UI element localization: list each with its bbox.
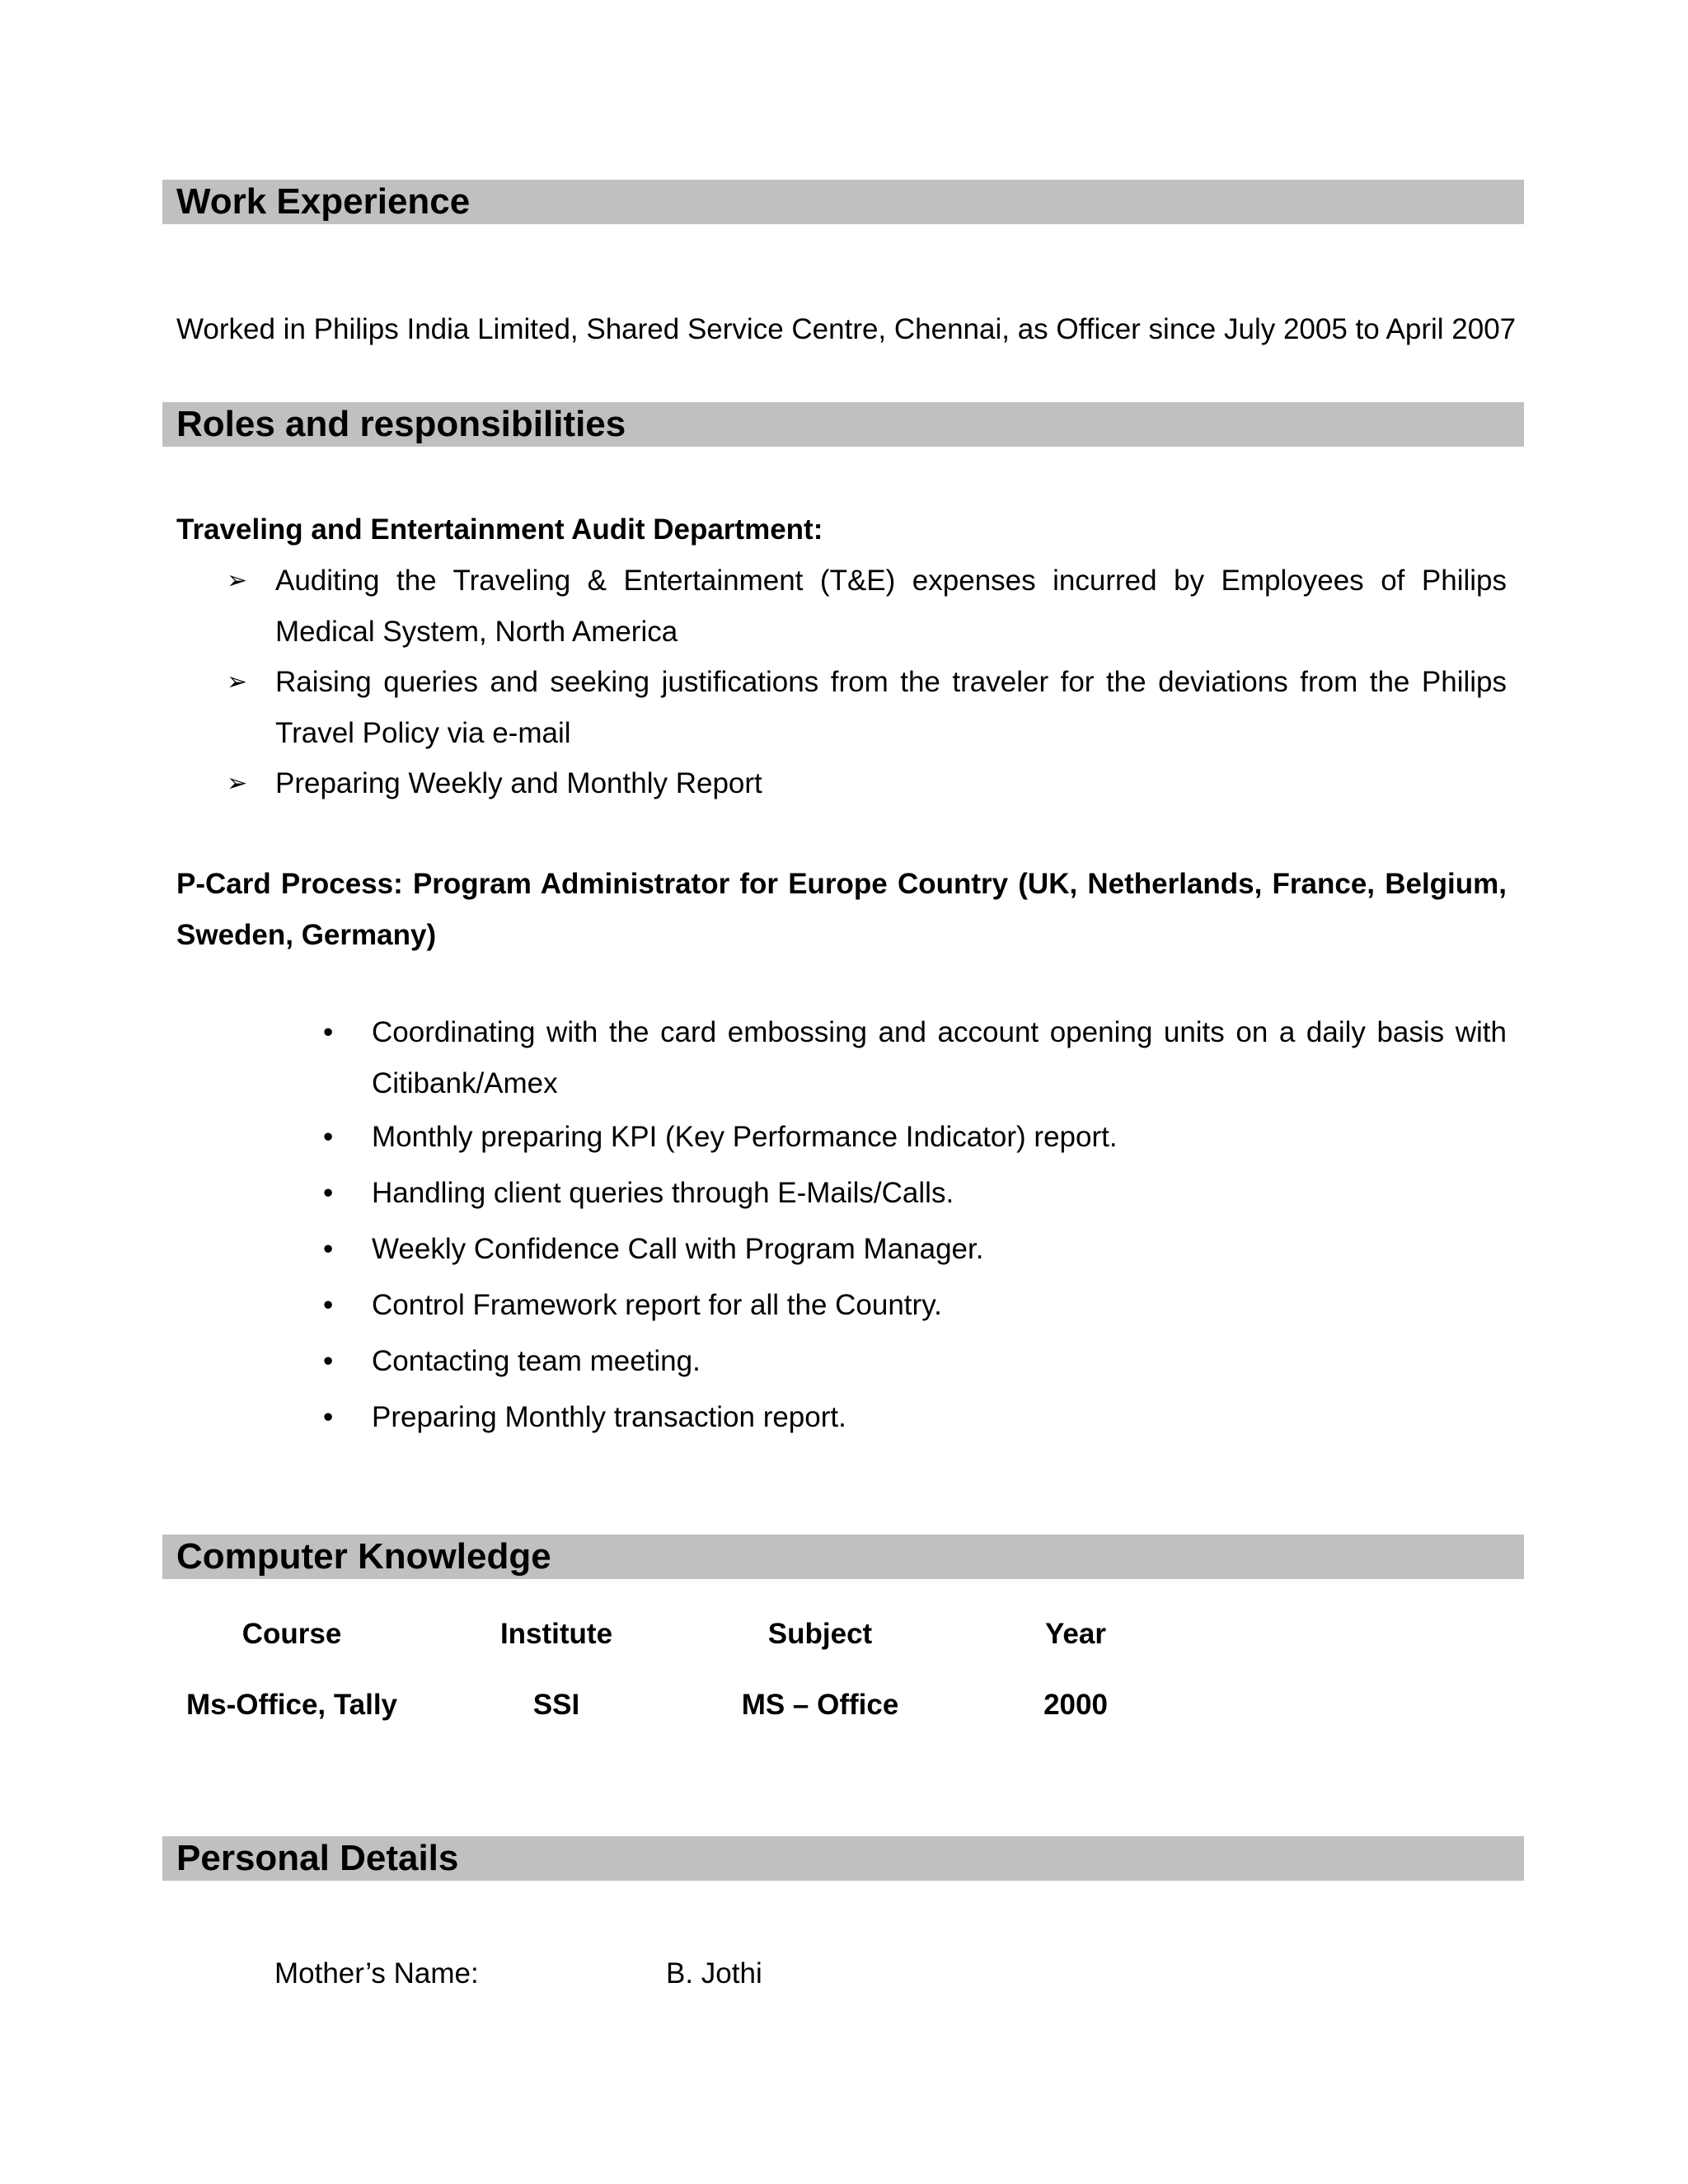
list-item xyxy=(323,1336,1507,1387)
list-item-text: Handling client queries through E-Mails/Calls. xyxy=(372,1177,954,1209)
dot-bullet-icon: • xyxy=(323,1177,334,1209)
te-audit-title: Traveling and Entertainment Audit Department: xyxy=(176,513,823,546)
dot-bullet-icon: • xyxy=(323,1345,334,1377)
table-cell-institute: SSI xyxy=(532,1689,580,1721)
table-cell-course: Ms-Office, Tally xyxy=(185,1689,398,1721)
list-item-text: Coordinating with the card embossing and account opening units on a daily basis with Citibank/Amex xyxy=(372,1016,1507,1099)
list-item-text: Control Framework report for all the Country. xyxy=(372,1289,942,1321)
pcard-title: P-Card Process: Program Administrator for Europe Country (UK, Netherlands, France, Belgium, Sweden, Germany) xyxy=(176,868,1507,951)
list-item xyxy=(227,555,1507,658)
list-item-text: Auditing the Traveling & Entertainment (T&E) expenses incurred by Employees of Philips Medical System, North America xyxy=(275,565,1507,648)
table-header-course: Course xyxy=(241,1618,342,1650)
field-value-mothers-name: B. Jothi xyxy=(666,1957,762,1990)
dot-bullet-icon: • xyxy=(323,1121,334,1153)
list-item xyxy=(227,657,1507,759)
list-item-text: Weekly Confidence Call with Program Manager. xyxy=(372,1233,984,1265)
list-item xyxy=(323,1112,1507,1163)
dot-bullet-icon: • xyxy=(323,1016,334,1048)
work-experience-summary: Worked in Philips India Limited, Shared Service Centre, Chennai, as Officer since July 2005 to April 2007 xyxy=(176,313,1517,345)
table-cell-year: 2000 xyxy=(1043,1689,1108,1721)
list-item xyxy=(323,1392,1507,1443)
list-item-text: Contacting team meeting. xyxy=(372,1345,701,1377)
dot-bullet-icon: • xyxy=(323,1401,334,1433)
table-header-institute: Institute xyxy=(499,1618,613,1650)
section-heading-personal-details: Personal Details xyxy=(162,1836,1524,1881)
list-item xyxy=(323,1280,1507,1331)
section-heading-computer-knowledge: Computer Knowledge xyxy=(162,1535,1524,1579)
dot-bullet-icon: • xyxy=(323,1233,334,1265)
section-heading-roles: Roles and responsibilities xyxy=(162,402,1524,447)
table-header-subject: Subject xyxy=(767,1618,873,1650)
arrow-bullet-icon: ➢ xyxy=(227,770,248,797)
list-item xyxy=(323,1007,1507,1109)
arrow-bullet-icon: ➢ xyxy=(227,668,248,696)
list-item-text: Preparing Weekly and Monthly Report xyxy=(275,767,762,799)
field-label-mothers-name: Mother’s Name: xyxy=(274,1957,479,1990)
section-heading-work-experience: Work Experience xyxy=(162,180,1524,224)
dot-bullet-icon: • xyxy=(323,1289,334,1321)
list-item xyxy=(227,758,1507,809)
list-item-text: Preparing Monthly transaction report. xyxy=(372,1401,846,1433)
arrow-bullet-icon: ➢ xyxy=(227,567,248,594)
list-item-text: Monthly preparing KPI (Key Performance Indicator) report. xyxy=(372,1121,1118,1153)
table-cell-subject: MS – Office xyxy=(741,1689,899,1721)
table-header-year: Year xyxy=(1045,1618,1106,1650)
list-item xyxy=(323,1168,1507,1219)
list-item xyxy=(323,1224,1507,1275)
list-item-text: Raising queries and seeking justifications from the traveler for the deviations from the Philips Travel Policy via e-mail xyxy=(275,666,1507,749)
